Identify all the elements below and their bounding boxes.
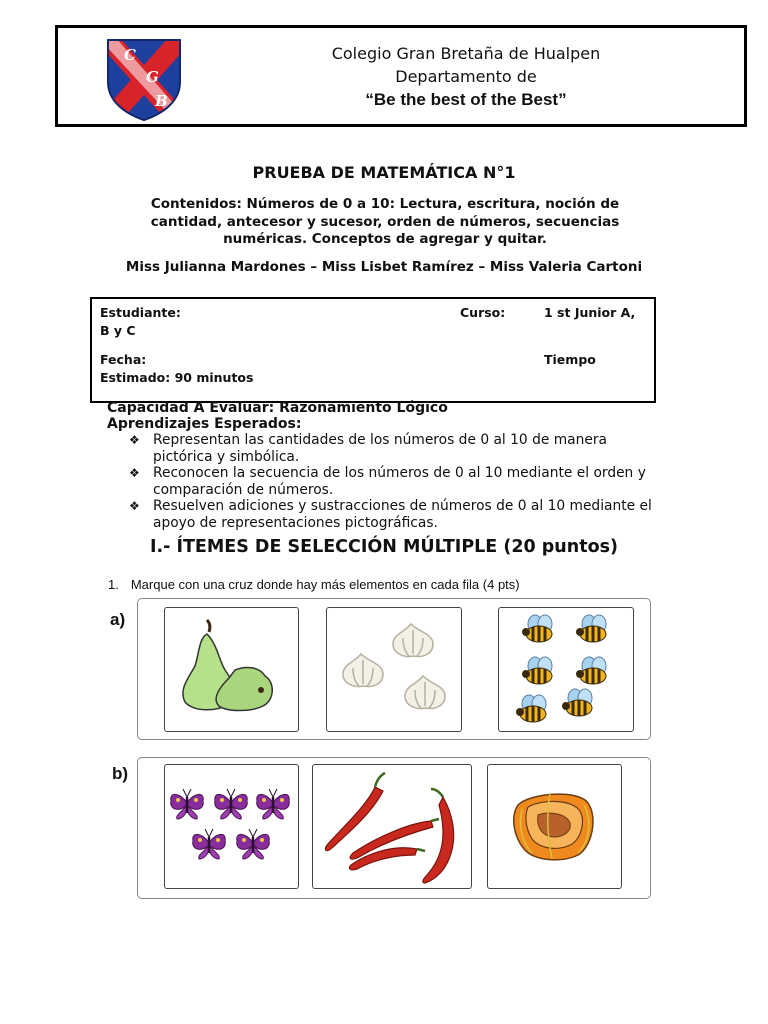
question-number: 1. (108, 577, 119, 592)
answer-box-garlic[interactable] (326, 607, 462, 732)
course-label: Curso: (460, 305, 506, 320)
objectives-list (107, 432, 667, 531)
time-value: Estimado: 90 minutos (100, 370, 254, 385)
crest-letter-c: C (124, 46, 136, 64)
row-b-label: b) (112, 764, 129, 783)
garlic-icon (327, 608, 461, 731)
answer-box-pears[interactable] (164, 607, 299, 732)
course-value: 1 st Junior A, (544, 305, 636, 320)
list-item: ❖ Resuelven adiciones y sustracciones de números de 0 al 10 mediante el apoyo de representaciones pictográficas. (129, 498, 652, 531)
question-1 (108, 577, 520, 592)
answer-box-butterflies[interactable] (164, 764, 299, 889)
department-name: Departamento de (395, 67, 537, 86)
diamond-bullet-icon: ❖ (129, 433, 140, 447)
answer-box-bees[interactable] (498, 607, 634, 732)
student-label: Estudiante: (100, 305, 181, 320)
pear-icon (165, 608, 298, 731)
objectives-section (107, 400, 667, 531)
answer-box-chili-peppers[interactable] (312, 764, 472, 889)
capacity-label: Capacidad A Evaluar: Razonamiento Lógico (107, 400, 448, 416)
teachers-line: Miss Julianna Mardones – Miss Lisbet Ramírez – Miss Valeria Cartoni (125, 259, 643, 275)
date-label: Fecha: (100, 352, 147, 367)
test-title: PRUEBA DE MATEMÁTICA N°1 (252, 163, 516, 182)
question-text: Marque con una cruz donde hay más elementos en cada fila (4 pts) (130, 577, 520, 592)
school-crest-icon (106, 38, 182, 122)
contents-description: Contenidos: Números de 0 a 10: Lectura, escritura, noción de cantidad, antecesor y sucesor, orden de números, secuencias numéricas. Conceptos de agregar y quitar. (150, 196, 620, 247)
answer-box-melon[interactable] (487, 764, 622, 889)
diamond-bullet-icon: ❖ (129, 499, 140, 513)
diamond-bullet-icon: ❖ (129, 466, 140, 480)
school-name: Colegio Gran Bretaña de Hualpen (331, 44, 601, 63)
crest-letter-b: B (155, 92, 168, 110)
student-info-box (90, 297, 656, 403)
school-motto: “Be the best of the Best” (365, 90, 567, 109)
butterfly-icon (165, 765, 298, 888)
bee-icon (499, 608, 633, 731)
melon-icon (488, 765, 621, 888)
chili-pepper-icon (313, 765, 471, 888)
section-title: I.- ÍTEMES DE SELECCIÓN MÚLTIPLE (20 puntos) (149, 537, 619, 557)
course-value-continued: B y C (100, 323, 136, 338)
header-text (208, 42, 724, 111)
row-a-label: a) (110, 610, 126, 629)
time-label: Tiempo (544, 352, 596, 367)
list-item: ❖ Reconocen la secuencia de los números de 0 al 10 mediante el orden y comparación de números. (129, 465, 646, 498)
list-item: ❖ Representan las cantidades de los números de 0 al 10 de manera pictórica y simbólica. (129, 432, 607, 465)
expected-learning-label: Aprendizajes Esperados: (107, 416, 302, 432)
crest-letter-g: G (146, 68, 159, 86)
school-header (55, 25, 747, 127)
